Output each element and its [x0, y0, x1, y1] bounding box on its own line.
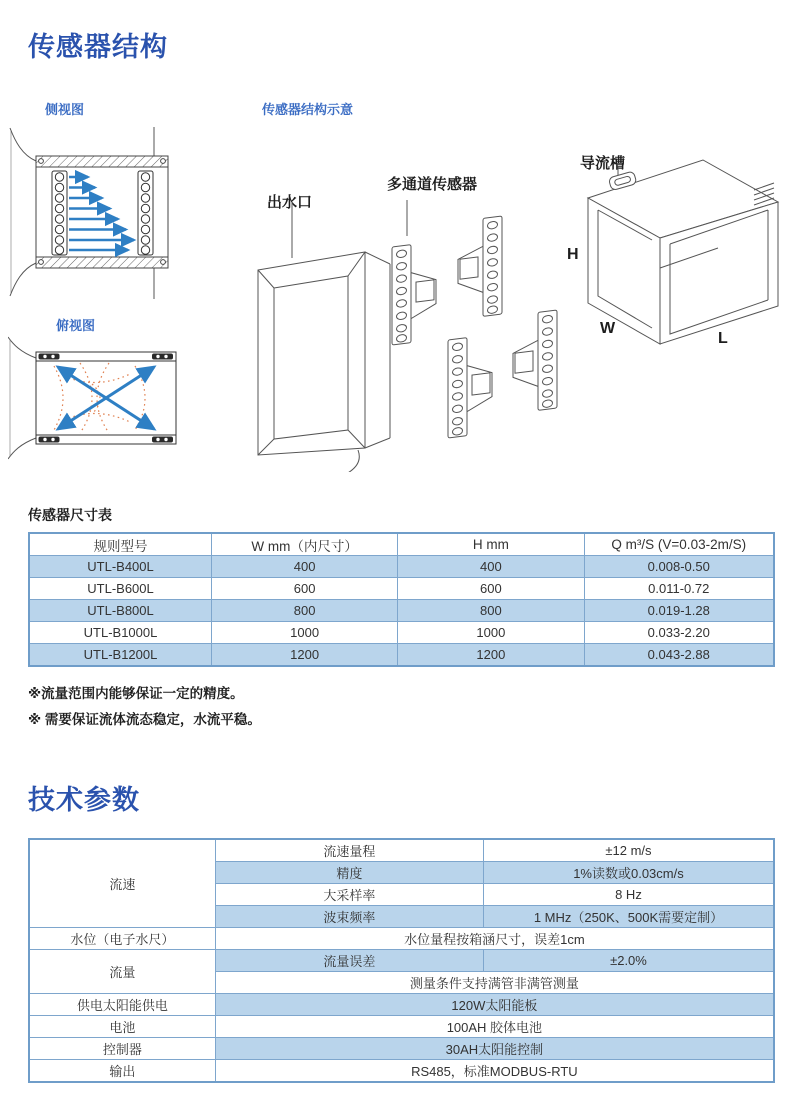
table-row — [29, 1038, 774, 1060]
table-header-row — [29, 533, 774, 556]
table-cell: UTL-B600L — [29, 578, 212, 600]
table-header-cell: 规则型号 — [29, 533, 212, 556]
outlet-label: 出水口 — [267, 194, 313, 211]
table-cell: 1200 — [212, 644, 398, 667]
table-cell: 1000 — [398, 622, 584, 644]
table-row — [29, 556, 774, 578]
param-group-cell: 供电太阳能供电 — [29, 994, 215, 1016]
tech-params-title: 技术参数 — [28, 785, 140, 815]
side-view-label: 侧视图 — [45, 102, 85, 117]
table-cell: 400 — [212, 556, 398, 578]
table-row — [29, 622, 774, 644]
param-value-cell: ±12 m/s — [483, 839, 774, 862]
param-name-cell: 精度 — [215, 862, 483, 884]
table-header-cell: H mm — [398, 533, 584, 556]
param-value-cell: ±2.0% — [483, 950, 774, 972]
table-cell: 800 — [398, 600, 584, 622]
param-value-cell: 1 MHz（250K、500K需要定制） — [483, 906, 774, 928]
sensor-strip — [448, 335, 492, 438]
dimension-h-label: H — [567, 246, 579, 263]
param-value-cell: 120W太阳能板 — [215, 994, 774, 1016]
param-value-cell: 水位量程按箱涵尺寸，误差1cm — [215, 928, 774, 950]
param-name-cell: 波束频率 — [215, 906, 483, 928]
param-value-cell: 30AH太阳能控制 — [215, 1038, 774, 1060]
tech-params-table — [28, 838, 775, 1083]
sensor-strip — [392, 242, 436, 345]
table-header-cell: W mm（内尺寸） — [212, 533, 398, 556]
table-row — [29, 1060, 774, 1083]
param-value-cell: RS485，标准MODBUS-RTU — [215, 1060, 774, 1083]
table-row — [29, 950, 774, 972]
param-name-cell: 流量误差 — [215, 950, 483, 972]
multichannel-sensor-label: 多通道传感器 — [387, 176, 478, 193]
param-group-cell: 控制器 — [29, 1038, 215, 1060]
table-row — [29, 1016, 774, 1038]
table-cell: UTL-B400L — [29, 556, 212, 578]
table-row — [29, 994, 774, 1016]
table-cell: 1200 — [398, 644, 584, 667]
param-value-cell: 测量条件支持满管非满管测量 — [215, 972, 774, 994]
table-cell: UTL-B1000L — [29, 622, 212, 644]
param-group-cell: 流量 — [29, 950, 215, 994]
bottom-wall-hatch — [36, 257, 168, 268]
table-cell: 600 — [398, 578, 584, 600]
table-cell: 0.043-2.88 — [584, 644, 774, 667]
table-cell: UTL-B1200L — [29, 644, 212, 667]
top-wall-hatch — [36, 156, 168, 167]
sensor-strip — [513, 310, 557, 413]
param-value-cell: 8 Hz — [483, 884, 774, 906]
table-row — [29, 839, 774, 862]
size-table-title: 传感器尺寸表 — [28, 507, 112, 523]
size-table — [28, 532, 775, 667]
top-view-label: 俯视图 — [56, 318, 96, 333]
sensor-structure-schematic — [240, 150, 570, 472]
table-row — [29, 578, 774, 600]
table-cell: 1000 — [212, 622, 398, 644]
table-cell: 0.008-0.50 — [584, 556, 774, 578]
param-value-cell: 100AH 胶体电池 — [215, 1016, 774, 1038]
table-cell: 0.011-0.72 — [584, 578, 774, 600]
param-group-cell: 电池 — [29, 1016, 215, 1038]
param-value-cell: 1%读数或0.03cm/s — [483, 862, 774, 884]
table-cell: 800 — [212, 600, 398, 622]
param-name-cell: 流速量程 — [215, 839, 483, 862]
sensor-strip — [458, 216, 502, 319]
table-cell: UTL-B800L — [29, 600, 212, 622]
size-table-section — [28, 505, 775, 667]
table-row — [29, 928, 774, 950]
table-cell: 600 — [212, 578, 398, 600]
tech-table-section — [28, 838, 775, 1083]
dimension-l-label: L — [718, 330, 728, 347]
left-sensor-strip — [52, 171, 67, 255]
schematic-label: 传感器结构示意 — [262, 102, 354, 117]
side-view-diagram — [8, 123, 188, 303]
guide-channel-label: 导流槽 — [580, 155, 626, 172]
param-group-cell: 输出 — [29, 1060, 215, 1083]
note-accuracy: ※流量范围内能够保证一定的精度。 — [28, 686, 244, 701]
table-cell: 0.033-2.20 — [584, 622, 774, 644]
table-cell: 0.019-1.28 — [584, 600, 774, 622]
note-flow-stability: ※ 需要保证流体流态稳定，水流平稳。 — [28, 712, 261, 727]
param-group-cell: 水位（电子水尺） — [29, 928, 215, 950]
outlet-frame — [258, 252, 390, 472]
page-title: 传感器结构 — [28, 32, 168, 62]
table-row — [29, 644, 774, 667]
table-row — [29, 600, 774, 622]
right-sensor-strip — [138, 171, 153, 255]
table-cell: 400 — [398, 556, 584, 578]
param-group-cell: 流速 — [29, 839, 215, 928]
guide-channel-diagram — [558, 148, 798, 370]
top-view-diagram — [8, 336, 188, 468]
table-header-cell: Q m³/S (V=0.03-2m/S) — [584, 533, 774, 556]
param-name-cell: 大采样率 — [215, 884, 483, 906]
dimension-w-label: W — [600, 320, 616, 337]
